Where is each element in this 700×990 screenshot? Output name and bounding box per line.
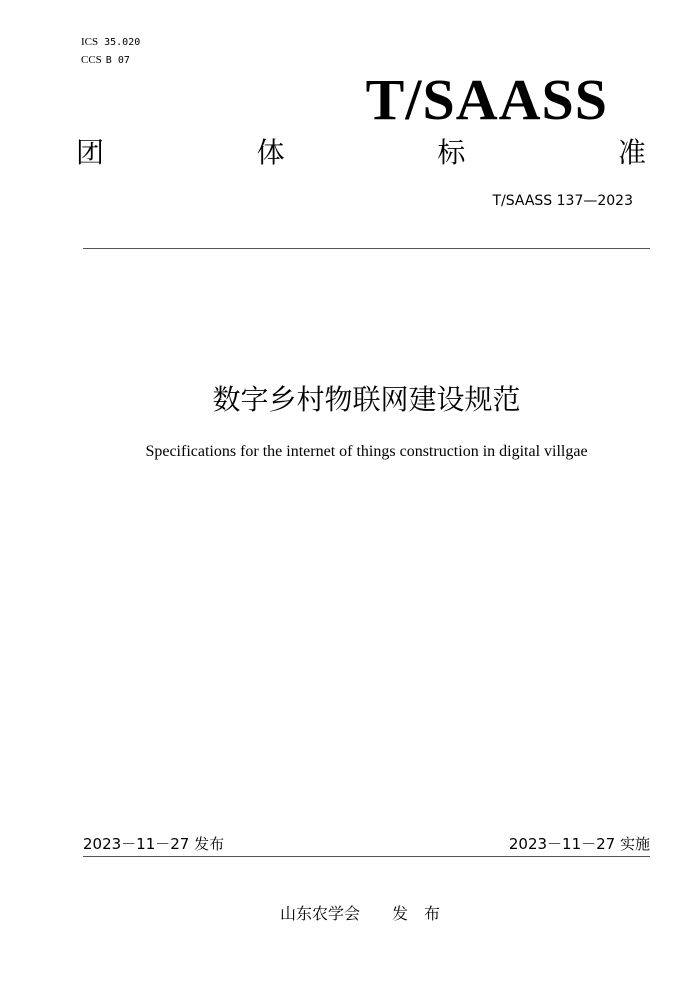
ccs-value: B 07 [105, 55, 130, 66]
doc-type-char: 标 [437, 136, 466, 169]
title-chinese: 数字乡村物联网建设规范 [212, 383, 521, 416]
implementation-date: 2023－11－27 实施 [508, 835, 650, 853]
issue-date: 2023－11－27 发布 [83, 835, 225, 853]
ics-code [81, 35, 140, 50]
doc-type-char: 准 [617, 136, 646, 169]
footer-divider [83, 856, 650, 857]
title-english: Specifications for the internet of things construction in digital villgae [145, 443, 588, 460]
ccs-label: CCS [81, 54, 102, 66]
document-type-heading [76, 134, 646, 172]
standard-number: T/SAASS 137—2023 [492, 193, 633, 209]
ics-value: 35.020 [104, 37, 141, 48]
ics-label: ICS [81, 36, 99, 48]
doc-type-char: 团 [76, 136, 105, 169]
ccs-code [81, 53, 130, 68]
publisher: 山东农学会 发 布 [279, 904, 440, 923]
header-divider [83, 248, 650, 249]
standard-brand-logo: T/SAASS [365, 67, 608, 132]
doc-type-char: 体 [256, 136, 285, 169]
